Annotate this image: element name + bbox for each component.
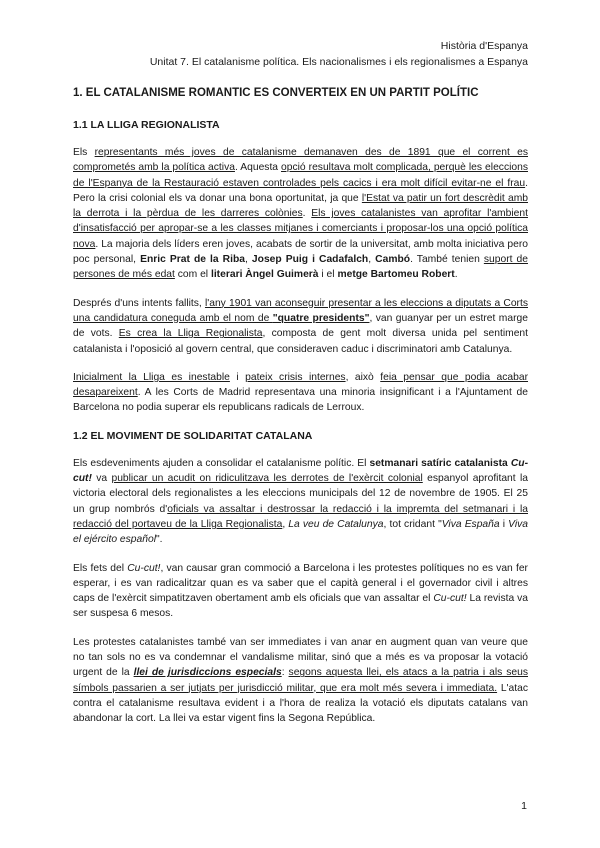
- section-heading-1-1: 1.1 LA LLIGA REGIONALISTA: [73, 119, 220, 131]
- underlined-text: pateix crisis internes: [245, 371, 346, 383]
- bold-italic-text: Cu-cut!: [73, 457, 528, 485]
- text: , això: [345, 371, 381, 383]
- underlined-text: feia pensar que podia acabar desapareixent: [73, 371, 529, 399]
- text: i: [499, 518, 509, 530]
- underlined-text: Inicialment la Lliga es inestable: [73, 371, 230, 383]
- text: ,: [282, 518, 289, 530]
- document-title: 1. EL CATALANISME ROMANTIC ES CONVERTEIX EN UN PARTIT POLÍTIC: [73, 87, 479, 99]
- underlined-text: l'any 1901 van aconseguir presentar a les eleccions a diputats a Corts una candidatura coneguda amb el nom de: [73, 297, 528, 324]
- text: . A les Corts de Madrid representava una minoria insignificant i a l'Ajuntament de Barcelona no podia superar els republicans radicals de Lerroux.: [73, 387, 528, 414]
- text: . La majoria dels líders eren joves, acabats de sortir de la universitat, amb molta iniciativa pero poc personal,: [73, 238, 528, 266]
- bold-name: metge Bartomeu Robert: [337, 269, 455, 281]
- paragraph-cucut-events: [73, 456, 528, 548]
- text: . Aquesta: [234, 162, 282, 174]
- text: .: [454, 269, 458, 281]
- text: La revista va ser suspesa 6 mesos.: [73, 593, 528, 620]
- text: com el: [174, 269, 211, 281]
- underlined-text: Els joves catalanistes van aprofitar l'ambient d'insatisfacció per apropar-se a les classes mitjanes i comerciants i proposar-los una opció política nova: [73, 208, 528, 250]
- text: Després d'uns intents fallits,: [73, 297, 205, 309]
- text: , composta de gent molt diversa unida pel sentiment catalanista i l'oposició al govern central, que consideraven caduc i discriminatori amb Catalunya.: [73, 328, 529, 355]
- paragraph-cucut-reaction: [73, 561, 528, 622]
- bold-name: Cambó: [375, 254, 411, 266]
- text: Els fets del: [73, 562, 128, 574]
- text: Els esdeveniments ajuden a consolidar el catalanisme polític. El: [73, 457, 370, 469]
- bold-name: Enric Prat de la Riba: [140, 254, 245, 266]
- underlined-text: segons aquesta llei, els atacs a la patria i als seus símbols passarien a ser jutjats per jurisdicció militar, que era molt més severa i immediata.: [73, 667, 528, 694]
- text: va: [91, 473, 112, 485]
- text: .: [302, 208, 312, 220]
- text: ,: [368, 254, 376, 266]
- underlined-text: oficials va assaltar i destrossar la redacció i la impremta del setmanari i la redacció del portaveu de la Lliga Regionalista: [73, 503, 528, 530]
- underlined-text: suport de persones de més edat: [73, 254, 528, 281]
- text: , van causar gran commoció a Barcelona i les protestes polítiques no es van fer esperar, i es van radicalitzar quan es va saber que el capità general i el governador civil i altres caps de l'exèrcit simpatitzaven obertament amb els oficials que van assaltar el: [73, 562, 528, 605]
- text: i: [229, 371, 246, 383]
- text: espanyol aprofitant la victoria electoral dels regionalistes a les eleccions municipals del 12 de novembre de 1905. El 25 un grup nombrós d': [73, 473, 529, 515]
- underlined-text: representants més joves de catalanisme demanaven des de 1891 que el corrent es comprometés amb la política activa: [73, 147, 528, 174]
- italic-text: La veu de Catalunya: [288, 518, 384, 530]
- text: i el: [318, 269, 338, 281]
- text: Les protestes catalanistes també van ser immediates i van anar en augment quan van veure que no tan sols no es va condemnar el vandalisme militar, sinó que a més es va proposar la votació urgent de la: [73, 636, 528, 679]
- page-header: [150, 38, 528, 70]
- italic-text: Cu-cut!: [433, 593, 467, 605]
- text: . També tenien: [410, 254, 484, 266]
- text: ".: [156, 534, 163, 546]
- text: . Pero la crisi colonial els va donar una bona oportunitat, ja que: [73, 177, 528, 204]
- paragraph-1901-elections: [73, 296, 528, 357]
- header-unit: Unitat 7. El catalanisme política. Els nacionalismes i els regionalismes a Espanya: [149, 56, 528, 68]
- header-course: Història d'Espanya: [440, 40, 528, 52]
- text: :: [281, 667, 289, 679]
- page-content: [73, 86, 528, 727]
- italic-text: Viva España: [441, 518, 500, 530]
- page-number: 1: [521, 800, 527, 812]
- underlined-text: publicar un acudit on ridiculitzava les derrotes de l'exèrcit colonial: [111, 473, 423, 485]
- underlined-text: Es crea la Lliga Regionalista: [118, 328, 263, 340]
- paragraph-lliga-origins: [73, 145, 528, 283]
- italic-text: Cu-cut!: [127, 562, 161, 574]
- text: L'atac contra el catalanisme resultava evident i a l'hora de realiza la votació els diputats catalans van abandonar la cort. La llei va estar vigent fins la Segona República.: [73, 682, 528, 725]
- bold-name: Josep Puig i Cadafalch: [251, 254, 369, 266]
- bold-italic-underlined-text: llei de jurisdiccions especials: [133, 667, 282, 679]
- section-heading-1-2: 1.2 EL MOVIMENT DE SOLIDARITAT CATALANA: [73, 429, 313, 442]
- underlined-text: opció resultava molt complicada, perquè les eleccions de l'Espanya de la Restauració estaven controlades pels cacics i era molt difícil evitar-ne el frau: [73, 162, 528, 189]
- text: Els: [73, 147, 95, 158]
- text: ,: [245, 254, 252, 266]
- italic-text: Viva el ejército español: [73, 518, 528, 546]
- bold-text: setmanari satíric catalanista: [369, 457, 511, 469]
- text: , van guanyar per un estret marge de vots.: [73, 312, 528, 340]
- underlined-text: l'Estat va patir un fort descrèdit amb la derrota i la pèrdua de les darreres colònies: [73, 192, 528, 220]
- paragraph-lliga-instability: [73, 370, 528, 416]
- text: , tot cridant ": [383, 518, 442, 530]
- paragraph-jurisdictions-law: [73, 635, 528, 727]
- bold-name: literari Àngel Guimerà: [210, 269, 319, 281]
- bold-underlined-text: "quatre presidents": [272, 312, 370, 324]
